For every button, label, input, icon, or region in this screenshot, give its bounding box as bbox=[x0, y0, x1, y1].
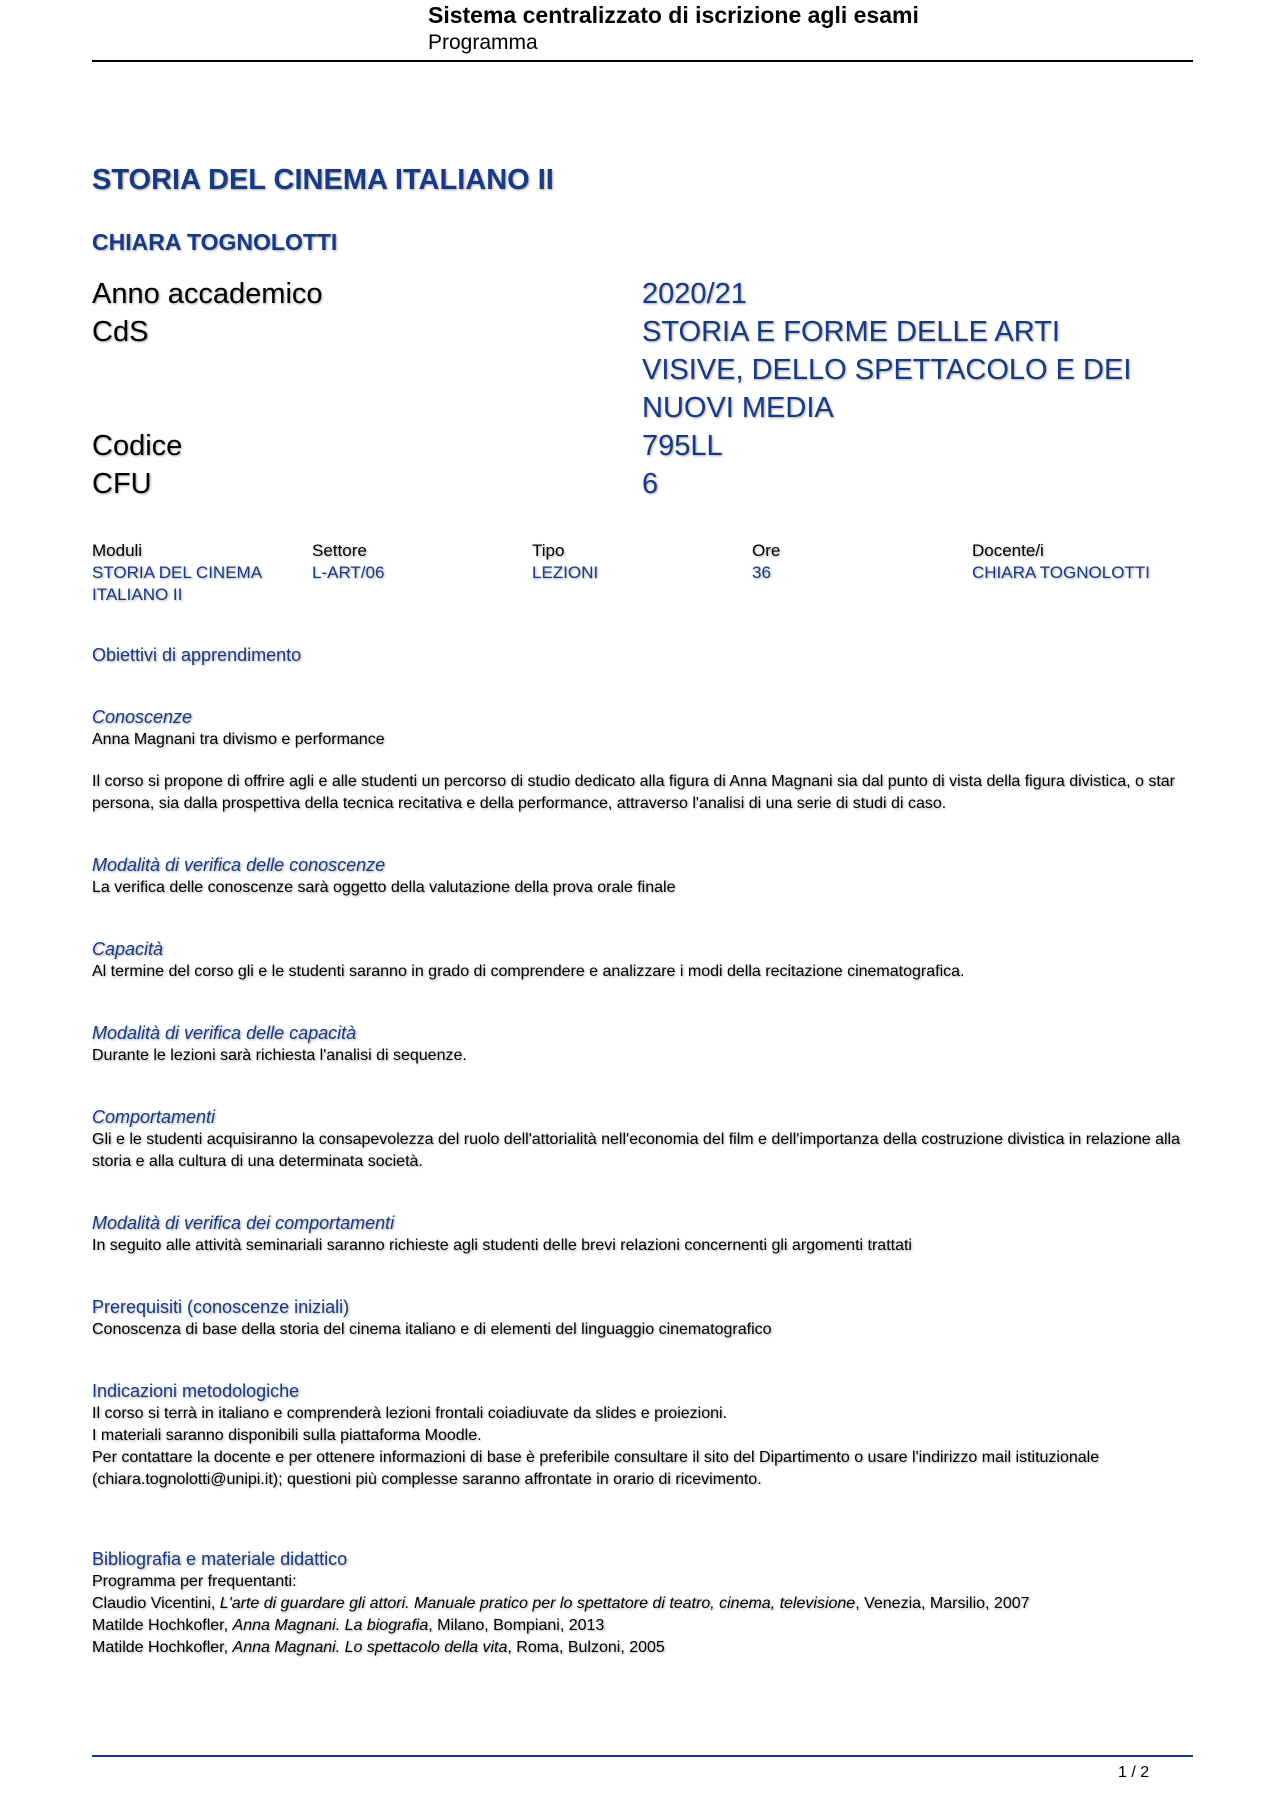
section-text-verifica-comportamenti: In seguito alle attività seminariali saranno richieste agli studenti delle brevi relazioni concernenti gli argomenti trattati bbox=[92, 1237, 912, 1254]
section-text-metodologiche-2: I materiali saranno disponibili sulla piattaforma Moodle. bbox=[92, 1427, 482, 1444]
modules-data-row bbox=[92, 562, 1193, 606]
section-text-bibliografia-intro: Programma per frequentanti: bbox=[92, 1573, 297, 1590]
modules-header-row bbox=[92, 540, 1193, 562]
bib-publisher: , Milano, Bompiani, 2013 bbox=[428, 1617, 605, 1634]
info-value-cfu: 6 bbox=[642, 468, 659, 500]
section-text-comportamenti: Gli e le studenti acquisiranno la consapevolezza del ruolo dell'attorialità nell'economia del film e dell'importanza della costruzione divistica in relazione alla storia e alla cultura di una determinata società. bbox=[92, 1131, 1180, 1170]
info-row-anno bbox=[92, 275, 1193, 313]
modules-header-settore: Settore bbox=[312, 541, 367, 560]
module-ore: 36 bbox=[752, 563, 771, 582]
bib-publisher: , Roma, Bulzoni, 2005 bbox=[507, 1639, 665, 1656]
modules-header-docente: Docente/i bbox=[972, 541, 1044, 560]
bib-author: Matilde Hochkofler, bbox=[92, 1639, 233, 1656]
header-divider bbox=[92, 60, 1193, 62]
info-label-anno: Anno accademico bbox=[92, 278, 323, 310]
modules-header-ore: Ore bbox=[752, 541, 781, 560]
bib-title: Anna Magnani. Lo spettacolo della vita bbox=[232, 1639, 508, 1656]
info-row-cfu bbox=[92, 465, 1193, 503]
course-info bbox=[92, 275, 1193, 503]
info-row-codice bbox=[92, 427, 1193, 465]
module-docente: CHIARA TOGNOLOTTI bbox=[972, 563, 1150, 582]
section-heading-conoscenze: Conoscenze bbox=[92, 707, 193, 727]
page-number: 1 / 2 bbox=[1118, 1764, 1150, 1781]
info-value-cds bbox=[642, 313, 1162, 427]
module-settore: L-ART/06 bbox=[312, 563, 385, 582]
bibliography-entry-1 bbox=[92, 1593, 1193, 1615]
header-title: Sistema centralizzato di iscrizione agli esami bbox=[428, 2, 919, 28]
section-heading-verifica-capacita: Modalità di verifica delle capacità bbox=[92, 1023, 357, 1043]
info-label-cds: CdS bbox=[92, 316, 149, 348]
section-heading-metodologiche: Indicazioni metodologiche bbox=[92, 1381, 300, 1401]
info-label-codice: Codice bbox=[92, 430, 183, 462]
bibliography-entry-3 bbox=[92, 1637, 1193, 1659]
section-heading-verifica-comportamenti: Modalità di verifica dei comportamenti bbox=[92, 1213, 395, 1233]
module-tipo: LEZIONI bbox=[532, 563, 599, 582]
section-heading-prerequisiti: Prerequisiti (conoscenze iniziali) bbox=[92, 1297, 350, 1317]
section-text-metodologiche-3: Per contattare la docente e per ottenere informazioni di base è preferibile consultare il sito del Dipartimento o usare l'indirizzo mail istituzionale (chiara.tognolotti@unipi.it); questioni più complesse saranno affrontate in orario di ricevimento. bbox=[92, 1449, 1100, 1488]
info-value-anno: 2020/21 bbox=[642, 278, 747, 310]
bib-title: L'arte di guardare gli attori. Manuale pratico per lo spettatore di teatro, cinema, televisione bbox=[219, 1595, 856, 1612]
header-subtitle: Programma bbox=[428, 31, 538, 54]
footer-divider bbox=[92, 1755, 1193, 1757]
bib-publisher: , Venezia, Marsilio, 2007 bbox=[855, 1595, 1030, 1612]
course-title: STORIA DEL CINEMA ITALIANO II bbox=[92, 164, 554, 196]
section-text-metodologiche-1: Il corso si terrà in italiano e comprenderà lezioni frontali coiadiuvate da slides e proiezioni. bbox=[92, 1405, 727, 1422]
info-value-codice: 795LL bbox=[642, 430, 723, 462]
modules-header-tipo: Tipo bbox=[532, 541, 565, 560]
cds-line-3: NUOVI MEDIA bbox=[642, 392, 834, 424]
section-heading-comportamenti: Comportamenti bbox=[92, 1107, 216, 1127]
bib-author: Claudio Vicentini, bbox=[92, 1595, 220, 1612]
course-teacher: CHIARA TOGNOLOTTI bbox=[92, 229, 338, 255]
section-heading-verifica-conoscenze: Modalità di verifica delle conoscenze bbox=[92, 855, 386, 875]
modules-table bbox=[92, 540, 1193, 606]
section-text-verifica-capacita: Durante le lezioni sarà richiesta l'analisi di sequenze. bbox=[92, 1047, 467, 1064]
section-text-conoscenze-2: Il corso si propone di offrire agli e alle studenti un percorso di studio dedicato alla figura di Anna Magnani sia dal punto di vista della figura divistica, o star persona, sia dalla prospettiva della tecnica recitativa e della performance, attraverso l'analisi di una serie di studi di caso. bbox=[92, 773, 1175, 812]
cds-line-2: VISIVE, DELLO SPETTACOLO E DEI bbox=[642, 354, 1132, 386]
info-label-cfu: CFU bbox=[92, 468, 152, 500]
section-text-conoscenze-1: Anna Magnani tra divismo e performance bbox=[92, 731, 385, 748]
info-row-cds bbox=[92, 313, 1193, 427]
module-name bbox=[92, 562, 312, 606]
section-heading-obiettivi: Obiettivi di apprendimento bbox=[92, 645, 302, 665]
section-text-capacita: Al termine del corso gli e le studenti saranno in grado di comprendere e analizzare i modi della recitazione cinematografica. bbox=[92, 963, 965, 980]
section-text-prerequisiti: Conoscenza di base della storia del cinema italiano e di elementi del linguaggio cinematografico bbox=[92, 1321, 772, 1338]
section-heading-bibliografia: Bibliografia e materiale didattico bbox=[92, 1549, 348, 1569]
program-sections bbox=[92, 643, 1193, 1659]
bib-author: Matilde Hochkofler, bbox=[92, 1617, 233, 1634]
modules-header-moduli: Moduli bbox=[92, 541, 143, 560]
section-text-verifica-conoscenze: La verifica delle conoscenze sarà oggetto della valutazione della prova orale finale bbox=[92, 879, 676, 896]
bib-title: Anna Magnani. La biografia bbox=[232, 1617, 429, 1634]
module-name-line-1: STORIA DEL CINEMA bbox=[92, 563, 263, 582]
bibliography-entry-2 bbox=[92, 1615, 1193, 1637]
cds-line-1: STORIA E FORME DELLE ARTI bbox=[642, 316, 1060, 348]
module-name-line-2: ITALIANO II bbox=[92, 585, 183, 604]
section-heading-capacita: Capacità bbox=[92, 939, 164, 959]
